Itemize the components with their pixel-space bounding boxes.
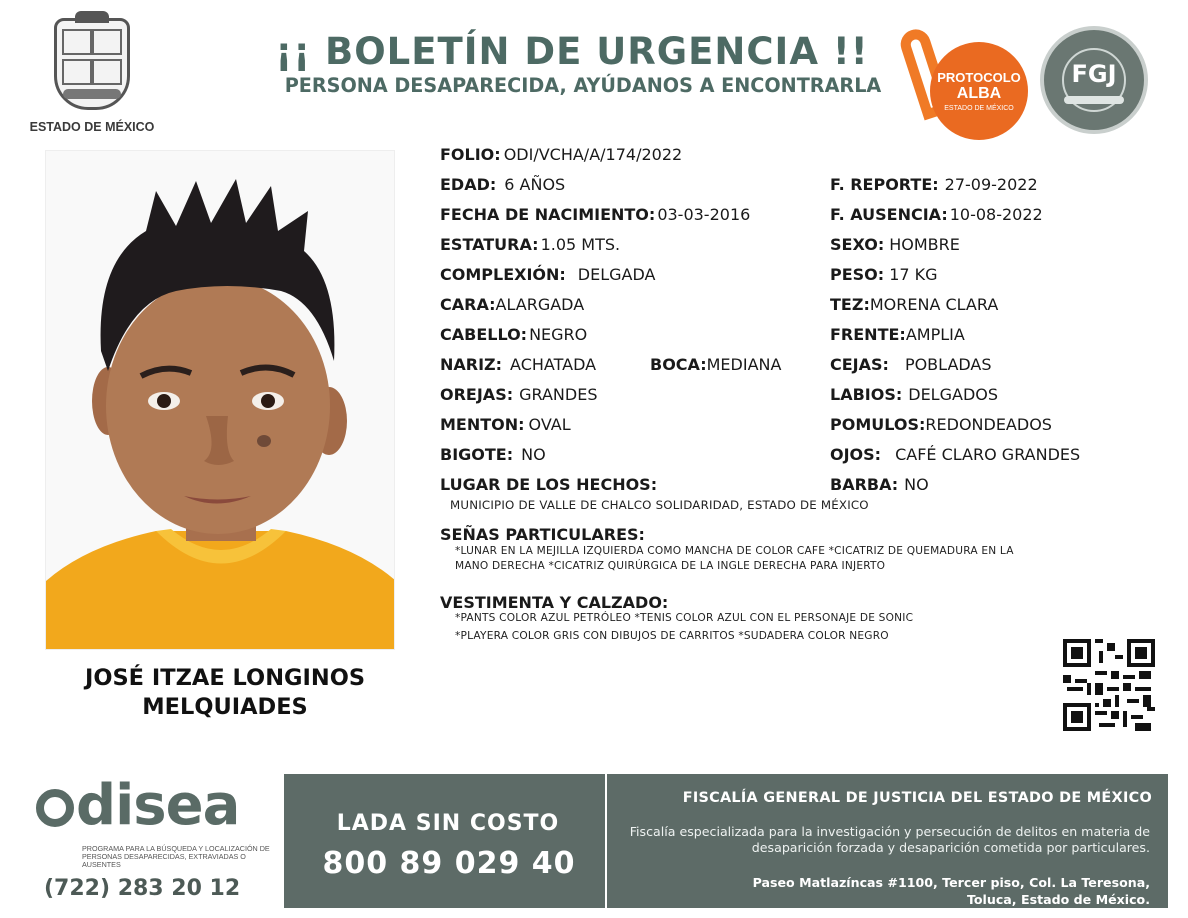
value: MEDIANA (706, 355, 782, 374)
alba-line3: ESTADO DE MÉXICO (944, 105, 1014, 112)
value: 10-08-2022 (949, 205, 1043, 224)
person-name-line2: MELQUIADES (142, 694, 308, 720)
field-cara (440, 295, 584, 314)
field-nacimiento (440, 205, 750, 224)
label: MENTON: (440, 415, 525, 434)
field-tez (830, 295, 998, 314)
label: BARBA: (830, 475, 899, 494)
label: TEZ: (830, 295, 870, 314)
label: F. AUSENCIA: (830, 205, 948, 224)
fgj-address (590, 874, 1150, 908)
state-seal-icon (54, 18, 130, 110)
bulletin-title: ¡¡ BOLETÍN DE URGENCIA !! (275, 30, 869, 73)
value: DELGADA (577, 265, 656, 284)
toll-free-label: LADA SIN COSTO (336, 811, 560, 836)
address-line1: Paseo Matlazíncas #1100, Tercer piso, Col. La Teresona, (752, 875, 1150, 890)
field-estatura (440, 235, 620, 254)
field-orejas (440, 385, 597, 404)
value: DELGADOS (908, 385, 999, 404)
field-menton (440, 415, 571, 434)
label: LUGAR DE LOS HECHOS: (440, 475, 658, 494)
odisea-wordmark: disea (76, 773, 240, 838)
value: ODI/VCHA/A/174/2022 (503, 145, 683, 164)
eagle-wing-icon (1064, 96, 1124, 104)
label: FRENTE: (830, 325, 906, 344)
label: OJOS: (830, 445, 882, 464)
field-edad (440, 175, 565, 194)
missing-person-photo (45, 150, 395, 650)
field-frente (830, 325, 965, 344)
label: BIGOTE: (440, 445, 514, 464)
field-sexo (830, 235, 960, 254)
value: ALARGADA (495, 295, 585, 314)
alba-line2: ALBA (956, 85, 1002, 102)
field-lugar-value: MUNICIPIO DE VALLE DE CHALCO SOLIDARIDAD, ESTADO DE MÉXICO (450, 498, 869, 512)
value: 6 AÑOS (504, 175, 566, 194)
estado-de-mexico-logo (22, 18, 162, 134)
senas-heading: SEÑAS PARTICULARES: (440, 525, 645, 544)
senas-line1: *LUNAR EN LA MEJILLA IZQUIERDA COMO MANCHA DE COLOR CAFE *CICATRIZ DE QUEMADURA EN LA (455, 545, 1014, 557)
fgj-logo (1040, 26, 1148, 134)
label: EDAD: (440, 175, 497, 194)
label: CEJAS: (830, 355, 889, 374)
field-f-ausencia (830, 205, 1043, 224)
value: 03-03-2016 (657, 205, 751, 224)
fgj-logo-text: FGJ (1071, 60, 1117, 88)
qr-code-icon (1063, 639, 1155, 731)
field-f-reporte (830, 175, 1038, 194)
field-complexion (440, 265, 655, 284)
label: CARA: (440, 295, 496, 314)
field-barba (830, 475, 929, 494)
location-pin-icon (36, 789, 74, 827)
field-lugar-label (440, 475, 657, 494)
label: PESO: (830, 265, 885, 284)
person-name (40, 664, 410, 722)
value: GRANDES (519, 385, 598, 404)
label: LABIOS: (830, 385, 903, 404)
field-bigote (440, 445, 546, 464)
value: CAFÉ CLARO GRANDES (895, 445, 1081, 464)
field-boca (650, 355, 781, 374)
value: NO (904, 475, 929, 494)
value: HOMBRE (889, 235, 960, 254)
value: NEGRO (529, 325, 588, 344)
value: REDONDEADOS (925, 415, 1052, 434)
field-ojos (830, 445, 1080, 464)
field-pomulos (830, 415, 1052, 434)
footer-bar (284, 774, 1168, 908)
fgj-description: Fiscalía especializada para la investigación y persecución de delitos en materia de desaparición forzada y desaparición cometida por particulares. (629, 824, 1150, 855)
label: BOCA: (650, 355, 707, 374)
label: FECHA DE NACIMIENTO: (440, 205, 656, 224)
value: POBLADAS (904, 355, 992, 374)
field-cabello (440, 325, 587, 344)
label: FOLIO: (440, 145, 501, 164)
value: AMPLIA (905, 325, 965, 344)
fgj-title: FISCALÍA GENERAL DE JUSTICIA DEL ESTADO DE MÉXICO (682, 790, 1152, 806)
odisea-phone: (722) 283 20 12 (44, 876, 241, 901)
field-cejas (830, 355, 992, 374)
value: MORENA CLARA (869, 295, 999, 314)
toll-free-number: 800 89 029 40 (322, 846, 576, 881)
label: CABELLO: (440, 325, 528, 344)
alba-line1: PROTOCOLO (937, 70, 1021, 85)
field-folio (440, 145, 682, 164)
value: OVAL (528, 415, 571, 434)
person-name-line1: JOSÉ ITZAE LONGINOS (84, 665, 366, 691)
value: 27-09-2022 (944, 175, 1038, 194)
label: COMPLEXIÓN: (440, 265, 566, 284)
vestimenta-heading: VESTIMENTA Y CALZADO: (440, 593, 669, 612)
value: NO (521, 445, 546, 464)
label: NARIZ: (440, 355, 503, 374)
label: F. REPORTE: (830, 175, 939, 194)
field-nariz (440, 355, 596, 374)
state-label: ESTADO DE MÉXICO (29, 120, 155, 134)
label: SEXO: (830, 235, 885, 254)
value: 17 KG (889, 265, 938, 284)
label: POMULOS: (830, 415, 926, 434)
protocolo-alba-logo (902, 24, 1030, 134)
field-labios (830, 385, 998, 404)
label: OREJAS: (440, 385, 514, 404)
odisea-description: PROGRAMA PARA LA BÚSQUEDA Y LOCALIZACIÓN DE PERSONAS DESAPARECIDAS, EXTRAVIADAS O AUSENTES (82, 844, 270, 869)
vestimenta-line1: *PANTS COLOR AZUL PETRÓLEO *TENIS COLOR AZUL CON EL PERSONAJE DE SONIC (455, 612, 914, 624)
value: ACHATADA (510, 355, 597, 374)
bulletin-subtitle: PERSONA DESAPARECIDA, AYÚDANOS A ENCONTRARLA (284, 74, 882, 97)
senas-line2: MANO DERECHA *CICATRIZ QUIRÚRGICA DE LA INGLE DERECHA PARA INJERTO (455, 560, 886, 572)
label: ESTATURA: (440, 235, 539, 254)
address-line2: Toluca, Estado de México. (966, 892, 1150, 907)
value: 1.05 MTS. (540, 235, 621, 254)
vestimenta-line2: *PLAYERA COLOR GRIS CON DIBUJOS DE CARRITOS *SUDADERA COLOR NEGRO (455, 630, 889, 642)
field-peso (830, 265, 938, 284)
